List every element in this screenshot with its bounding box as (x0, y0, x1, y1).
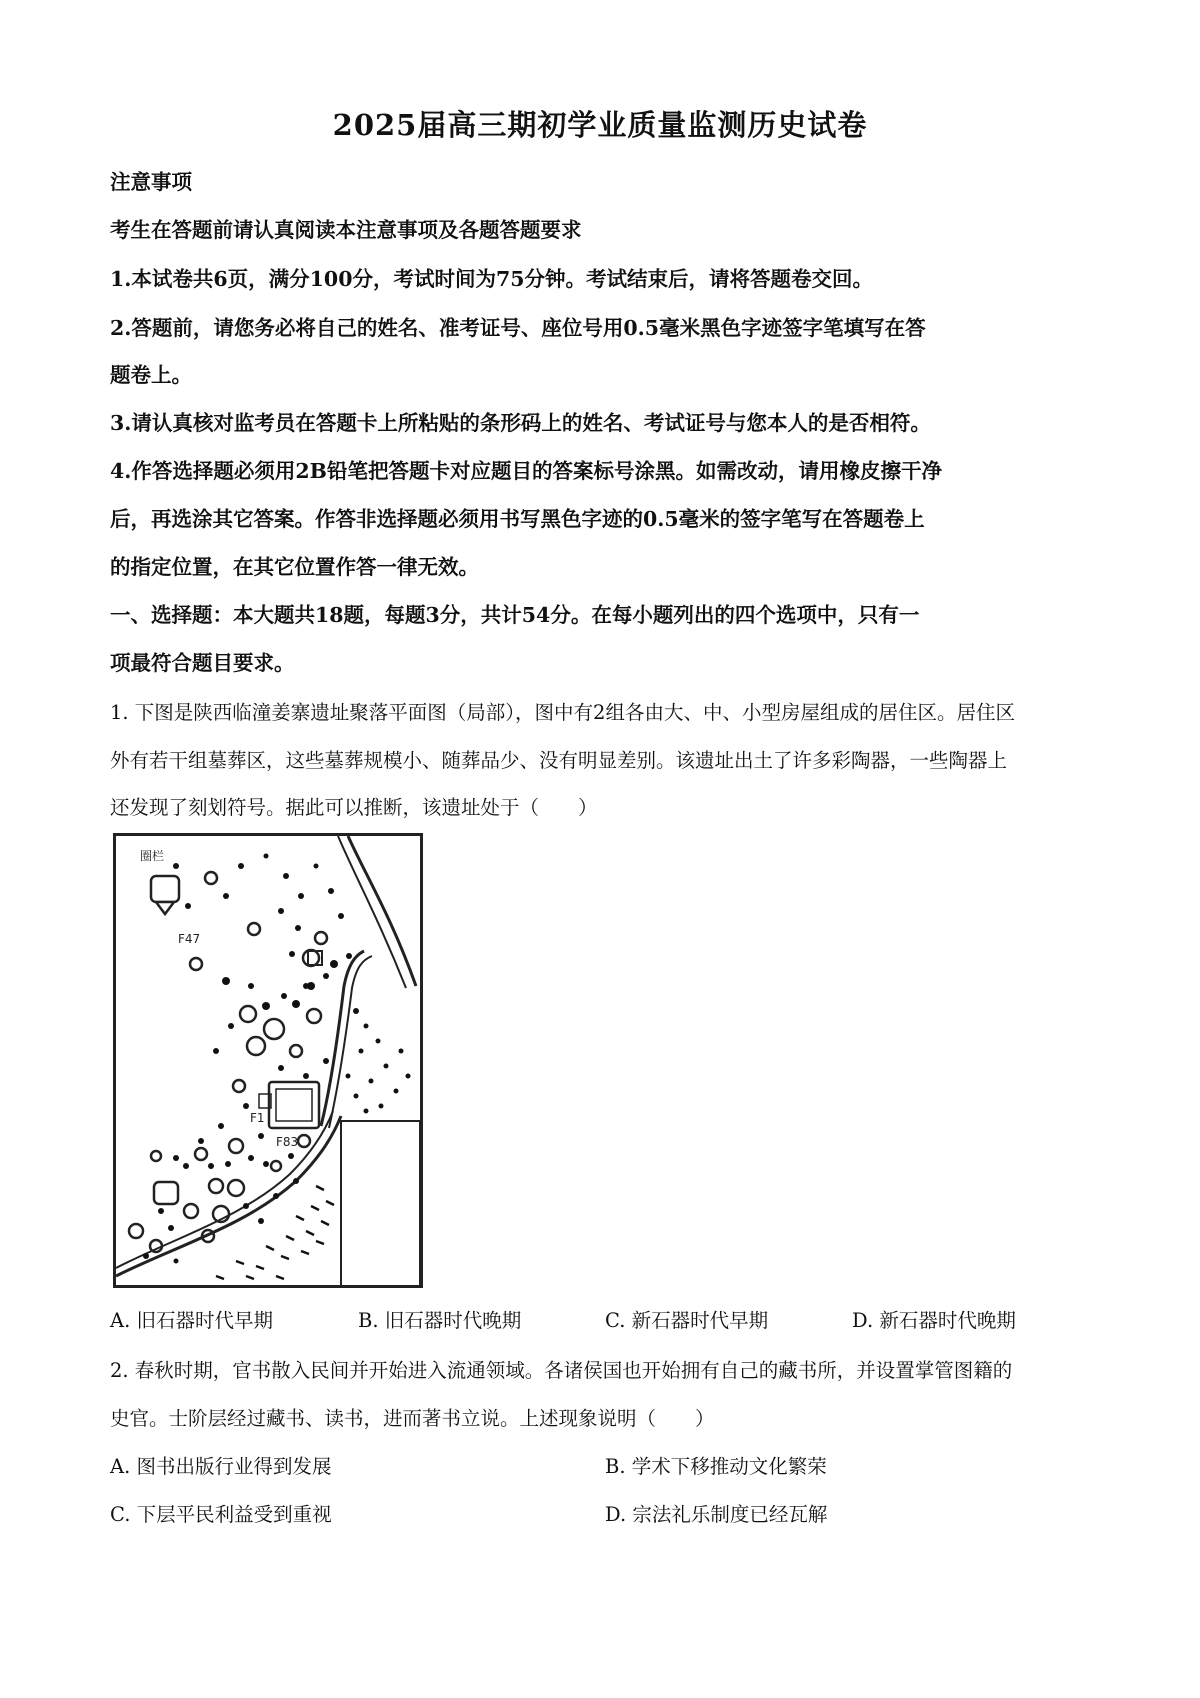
notice-item: 后，再选涂其它答案。作答非选择题必须用书写黑色字迹的0.5毫米的签字笔写在答题卷上 (110, 507, 925, 531)
map-label-f47: F47 (178, 932, 201, 946)
q1-option-c[interactable]: C. 新石器时代早期 (605, 1309, 769, 1332)
map-label-f83: F83 (276, 1135, 299, 1149)
q1-option-d[interactable]: D. 新石器时代晚期 (852, 1309, 1016, 1332)
q2-option-a[interactable]: A. 图书出版行业得到发展 (110, 1455, 332, 1478)
map-label-pen: 圈栏 (140, 849, 165, 863)
settlement-map-figure (113, 833, 423, 1288)
notice-item: 4.作答选择题必须用2B铅笔把答题卡对应题目的答案标号涂黑。如需改动，请用橡皮擦干净 (110, 459, 942, 483)
house-f47 (151, 876, 179, 914)
question-1-text: 1. 下图是陕西临潼姜寨遗址聚落平面图（局部），图中有2组各由大、中、小型房屋组成的居住区。居住区 (110, 701, 1015, 724)
notice-intro: 考生在答题前请认真阅读本注意事项及各题答题要求 (110, 218, 582, 242)
question-2-text: 2. 春秋时期，官书散入民间并开始进入流通领域。各诸侯国也开始拥有自己的藏书所，并设置掌管图籍的 (110, 1359, 1013, 1382)
notice-item: 题卷上。 (110, 363, 192, 387)
notice-item: 2.答题前，请您务必将自己的姓名、准考证号、座位号用0.5毫米黑色字迹签字笔填写在答 (110, 316, 926, 340)
notice-heading: 注意事项 (110, 170, 192, 194)
notice-item: 3.请认真核对监考员在答题卡上所粘贴的条形码上的姓名、考试证号与您本人的是否相符。 (110, 411, 931, 435)
section-heading-cont: 项最符合题目要求。 (110, 651, 295, 675)
house-f1 (259, 1082, 319, 1128)
q1-option-a[interactable]: A. 旧石器时代早期 (110, 1309, 273, 1332)
notice-item: 1.本试卷共6页，满分100分，考试时间为75分钟。考试结束后，请将答题卷交回。 (110, 267, 873, 291)
question-1-text: 外有若干组墓葬区，这些墓葬规模小、随葬品少、没有明显差别。该遗址出土了许多彩陶器，一些陶器上 (110, 749, 1008, 772)
question-2-text: 史官。士阶层经过藏书、读书，进而著书立说。上述现象说明（ ） (110, 1407, 715, 1430)
q2-option-b[interactable]: B. 学术下移推动文化繁荣 (605, 1455, 827, 1478)
q2-option-c[interactable]: C. 下层平民利益受到重视 (110, 1503, 332, 1526)
q2-option-d[interactable]: D. 宗法礼乐制度已经瓦解 (605, 1503, 828, 1526)
map-excavation-block (341, 1121, 420, 1285)
question-1-text: 还发现了刻划符号。据此可以推断，该遗址处于（ ） (110, 796, 598, 819)
map-river (348, 836, 416, 986)
graves-dashes (216, 1186, 334, 1279)
map-label-f1: F1 (250, 1111, 265, 1125)
q1-option-b[interactable]: B. 旧石器时代晚期 (358, 1309, 522, 1332)
notice-item: 的指定位置，在其它位置作答一律无效。 (110, 555, 479, 579)
exam-title: 2025届高三期初学业质量监测历史试卷 (332, 108, 868, 142)
section-heading: 一、选择题：本大题共18题，每题3分，共计54分。在每小题列出的四个选项中，只有一 (110, 603, 920, 627)
